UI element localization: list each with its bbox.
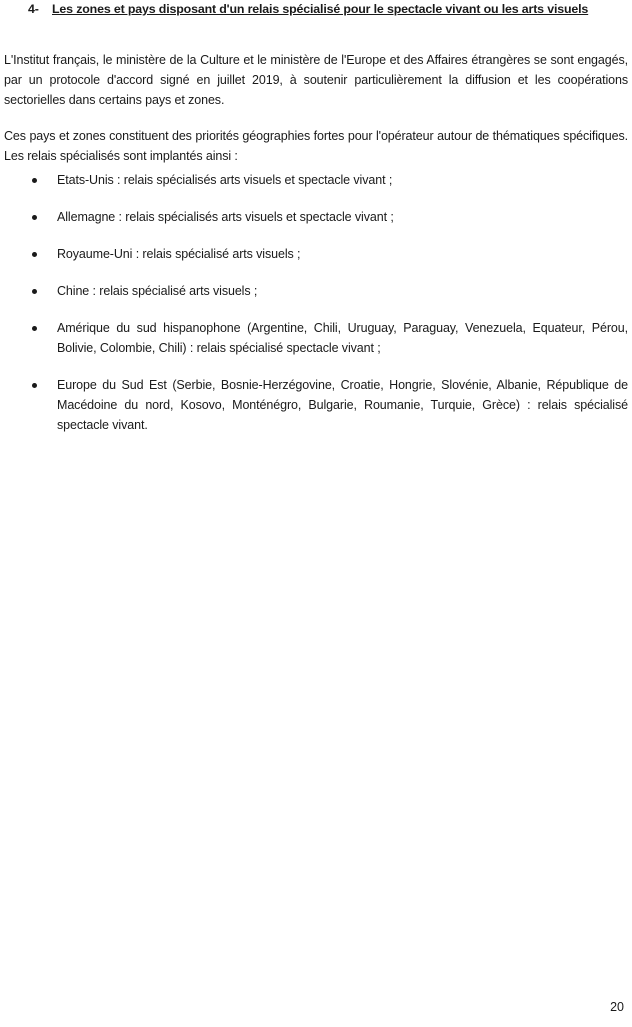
list-item-royaume-uni — [0, 244, 628, 264]
bullet-icon — [32, 252, 37, 257]
priorities-paragraph: Ces pays et zones constituent des priorités géographies fortes pour l'opérateur autour de thématiques spécifiques. Les relais spécialisés sont implantés ainsi : — [4, 128, 628, 163]
list-item-text: Amérique du sud hispanophone (Argentine, Chili, Uruguay, Paraguay, Venezuela, Equateur, Pérou, Bolivie, Colombie, Chili) : relais spécialisé spectacle vivant ; — [57, 321, 628, 355]
bullet-icon — [32, 326, 37, 331]
intro-paragraph: L'Institut français, le ministère de la Culture et le ministère de l'Europe et des Affaires étrangères se sont engagés, par un protocole d'accord signé en juillet 2019, à soutenir particulièrement la diffusion et les coopérations sectorielles dans certains pays et zones. — [4, 52, 628, 107]
list-item-chine — [0, 281, 628, 301]
section-number: 4- — [28, 2, 39, 16]
list-item-amerique-du-sud — [0, 318, 628, 358]
list-item-allemagne — [0, 207, 628, 227]
bullet-icon — [32, 383, 37, 388]
section-heading — [28, 1, 628, 17]
list-item-text: Allemagne : relais spécialisés arts visuels et spectacle vivant ; — [57, 210, 394, 224]
bullet-icon — [32, 215, 37, 220]
bullet-icon — [32, 178, 37, 183]
relay-list — [0, 170, 632, 452]
list-item-text: Royaume-Uni : relais spécialisé arts visuels ; — [57, 247, 301, 261]
list-item-text: Chine : relais spécialisé arts visuels ; — [57, 284, 258, 298]
list-item-europe-du-sud-est — [0, 375, 628, 435]
list-item-text: Etats-Unis : relais spécialisés arts visuels et spectacle vivant ; — [57, 173, 393, 187]
list-item-etats-unis — [0, 170, 628, 190]
bullet-icon — [32, 289, 37, 294]
section-title: Les zones et pays disposant d'un relais spécialisé pour le spectacle vivant ou les arts visuels — [52, 2, 589, 16]
page-number: 20 — [610, 1000, 624, 1014]
list-item-text: Europe du Sud Est (Serbie, Bosnie-Herzégovine, Croatie, Hongrie, Slovénie, Albanie, République de Macédoine du nord, Kosovo, Monténégro, Bulgarie, Roumanie, Turquie, Grèce) : relais spécialisé spectacle vivant. — [57, 378, 628, 432]
